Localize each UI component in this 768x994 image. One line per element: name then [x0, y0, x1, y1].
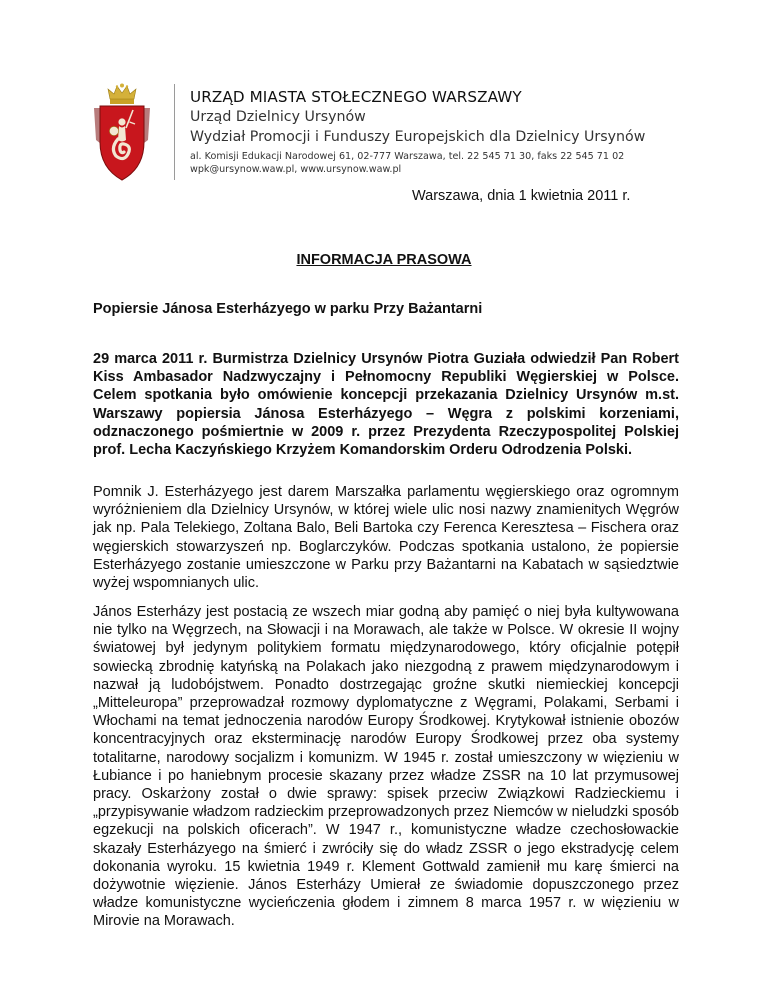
- organization-name: URZĄD MIASTA STOŁECZNEGO WARSZAWY: [190, 88, 522, 106]
- letterhead: [86, 82, 686, 182]
- lead-text: 29 marca 2011 r. Burmistrza Dzielnicy Ursynów Piotra Guziała odwiedził Pan Robert Kiss Ambasador Nadzwyczajny i Pełnomocny Republiki Węgierskiej w Polsce. Celem spotkania było omówienie koncepcji przekazania Dzielnicy Ursynów m.st. Warszawy popiersia Jánosa Esterházyego – Węgra z polskimi korzeniami, odznaczonego pośmiertnie w 2009 r. przez Prezydenta Rzeczypospolitej Polskiej prof. Lecha Kaczyńskiego Krzyżem Komandorskim Orderu Odrodzenia Polski.: [93, 351, 679, 459]
- contact-line: wpk@ursynow.waw.pl, www.ursynow.waw.pl: [190, 164, 402, 175]
- press-title-container: [0, 251, 768, 269]
- press-title: INFORMACJA PRASOWA: [296, 252, 472, 268]
- district-office-name: Urząd Dzielnicy Ursynów: [190, 109, 366, 125]
- article-heading: Popiersie Jánosa Esterházyego w parku Przy Bażantarni: [93, 301, 483, 317]
- address-line: al. Komisji Edukacji Narodowej 61, 02-777 Warszawa, tel. 22 545 71 30, faks 22 545 71 02: [190, 151, 625, 162]
- paragraph-text: Pomnik J. Esterházyego jest darem Marszałka parlamentu węgierskiego oraz ogromnym wyróżnieniem dla Dzielnicy Ursynów, w której wiele ulic nosi nazwy znamienitych Węgrów jak np. Pala Telekiego, Zoltana Balo, Beli Bartoka czy Ferenca Keresztesa – Fischera oraz węgierskich stowarzyszeń np. Boglarczyków. Podczas spotkania ustalono, że popiersie Esterházyego zostanie umieszczone w Parku przy Bażantarni na Kabatach w sąsiedztwie wyżej wspomnianych ulic.: [93, 484, 679, 592]
- department-name: Wydział Promocji i Funduszy Europejskich dla Dzielnicy Ursynów: [190, 129, 646, 145]
- lead-paragraph: [93, 350, 679, 459]
- document-date: Warszawa, dnia 1 kwietnia 2011 r.: [412, 188, 631, 204]
- body-paragraph-1: [93, 483, 679, 592]
- body-paragraph-2: [93, 603, 679, 931]
- letterhead-divider: [174, 84, 175, 180]
- organization-block: [190, 87, 690, 176]
- paragraph-text: János Esterházy jest postacią ze wszech miar godną aby pamięć o niej była kultywowana nie tylko na Węgrzech, na Słowacji i na Morawach, ale także w Polsce. W okresie II wojny światowej był jedynym politykiem formatu międzynarodowego, który oficjalnie potępił sowiecką zbrodnię katyńską na Polakach jako niezgodną z prawem międzynarodowym i nazwał ją ludobójstwem. Ponadto dostrzegając groźne skutki niemieckiej koncepcji „Mitteleuropa” przeprowadzał rozmowy dyplomatyczne z Węgrami, Polakami, Serbami i Włochami na temat jednoczenia narodów Europy Środkowej. Krytykował istnienie obozów koncentracyjnych oraz eksterminację narodów Europy Środkowej przez oba systemy totalitarne, narodowy socjalizm i komunizm. W 1945 r. został umieszczony w więzieniu w Łubiance i po haniebnym procesie skazany przez władze ZSSR na 10 lat przymusowej pracy. Oskarżony został o dwie sprawy: spisek przeciw Związkowi Radzieckiemu i „przypisywanie władzom radzieckim przeprowadzonych przez Niemców w nieludzki sposób egzekucji na polskich oficerach”. W 1947 r., komunistyczne władze czechosłowackie skazały Esterházyego na śmierć i zwróciły się do władz ZSSR o jego ekstradycję celem dokonania wyroku. 15 kwietnia 1949 r. Klement Gottwald zamienił mu karę śmierci na dożywotnie więzienie. János Esterházy Umierał ze świadomie dopuszczonego przez władze komunistyczne wycieńczenia głodem i zimnem 8 marca 1957 r. w więzieniu w Mirovie na Morawach.: [93, 604, 679, 930]
- warsaw-coat-of-arms-icon: [86, 82, 158, 182]
